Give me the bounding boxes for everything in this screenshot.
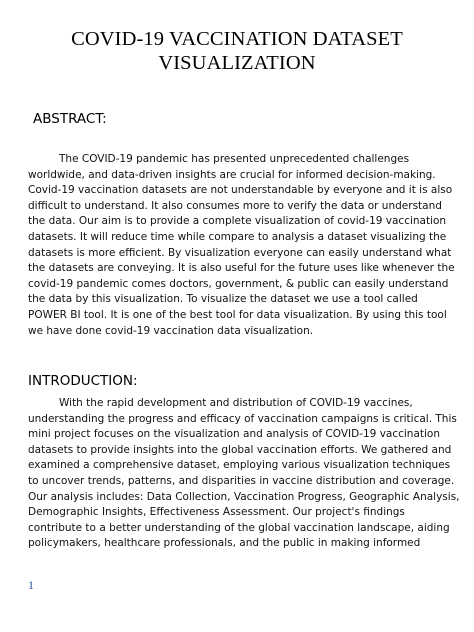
introduction-line: to uncover trends, patterns, and disparities in vaccine distribution and coverage. bbox=[28, 474, 455, 487]
abstract-line: we have done covid-19 vaccination data visualization. bbox=[28, 324, 314, 337]
abstract-line: POWER BI tool. It is one of the best tool for data visualization. By using this tool bbox=[28, 308, 447, 321]
introduction-line: datasets to provide insights into the global vaccination efforts. We gathered and bbox=[28, 443, 452, 456]
title-line: VISUALIZATION bbox=[158, 52, 316, 74]
abstract-line: Covid-19 vaccination datasets are not understandable by everyone and it is also bbox=[28, 184, 453, 197]
introduction-paragraph bbox=[28, 396, 458, 552]
introduction-line: examined a comprehensive dataset, employing various visualization techniques bbox=[28, 459, 451, 472]
introduction-line: With the rapid development and distribution of COVID-19 vaccines, bbox=[59, 397, 413, 409]
abstract-heading: ABSTRACT: bbox=[33, 111, 107, 127]
abstract-line: The COVID-19 pandemic has presented unprecedented challenges bbox=[59, 153, 410, 165]
abstract-line: the data by this visualization. To visualize the dataset we use a tool called bbox=[28, 293, 418, 306]
introduction-line: policymakers, healthcare professionals, and the public in making informed bbox=[28, 537, 421, 550]
title-line: COVID-19 VACCINATION DATASET bbox=[71, 28, 403, 50]
introduction-line: Our analysis includes: Data Collection, Vaccination Progress, Geographic Analysis, bbox=[28, 490, 460, 503]
abstract-line: covid-19 pandemic comes doctors, government, & public can easily understand bbox=[28, 277, 449, 290]
abstract-paragraph bbox=[28, 152, 458, 339]
abstract-line: worldwide, and data-driven insights are crucial for informed decision-making. bbox=[28, 168, 436, 181]
introduction-line: mini project focuses on the visualization and analysis of COVID-19 vaccination bbox=[28, 428, 441, 441]
introduction-line: understanding the progress and efficacy of vaccination campaigns is critical. This bbox=[28, 412, 457, 425]
page-number: 1 bbox=[28, 578, 34, 592]
abstract-line: datasets. It will reduce time while compare to analysis a dataset visualizing the bbox=[28, 230, 447, 243]
abstract-line: the datasets are conveying. It is also useful for the future uses like whenever the bbox=[28, 262, 455, 275]
abstract-line: datasets is more efficient. By visualization everyone can easily understand what bbox=[28, 246, 452, 259]
introduction-heading: INTRODUCTION: bbox=[28, 373, 138, 389]
introduction-line: contribute to a better understanding of the global vaccination landscape, aiding bbox=[28, 521, 450, 534]
abstract-line: the data. Our aim is to provide a complete visualization of covid-19 vaccination bbox=[28, 215, 447, 228]
abstract-line: difficult to understand. It also consumes more to verify the data or understand bbox=[28, 199, 442, 212]
introduction-line: Demographic Insights, Effectiveness Assessment. Our project's findings bbox=[28, 506, 405, 519]
document-title bbox=[24, 27, 450, 75]
